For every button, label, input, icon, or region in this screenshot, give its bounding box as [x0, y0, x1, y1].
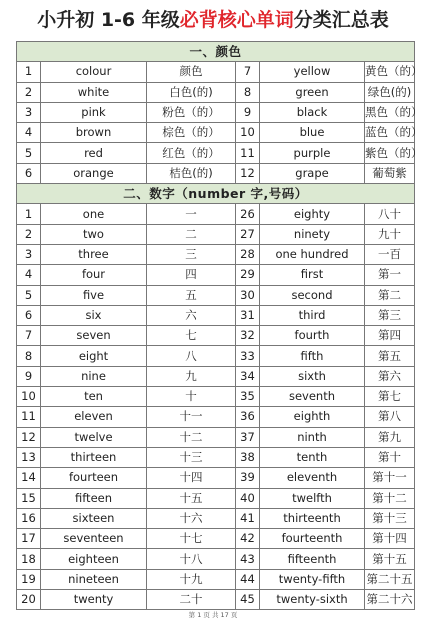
english-word: fourth [260, 326, 365, 346]
row-number: 42 [236, 529, 260, 549]
chinese-meaning: 七 [147, 326, 236, 346]
chinese-meaning: 十五 [147, 488, 236, 508]
chinese-meaning: 第十二 [365, 488, 415, 508]
chinese-meaning: 红色（的） [147, 143, 236, 163]
table-row [17, 62, 415, 82]
table-row [17, 163, 415, 183]
chinese-meaning: 五 [147, 285, 236, 305]
english-word: third [260, 305, 365, 325]
table-row [17, 305, 415, 325]
row-number: 1 [17, 204, 41, 224]
table-row [17, 326, 415, 346]
table-row [17, 82, 415, 102]
row-number: 10 [17, 387, 41, 407]
row-number: 29 [236, 265, 260, 285]
row-number: 31 [236, 305, 260, 325]
table-row [17, 549, 415, 569]
chinese-meaning: 三 [147, 244, 236, 264]
table-row [17, 143, 415, 163]
chinese-meaning: 九十 [365, 224, 415, 244]
row-number: 7 [17, 326, 41, 346]
english-word: seven [41, 326, 147, 346]
table-row [17, 569, 415, 589]
english-word: fifteen [41, 488, 147, 508]
table-row [17, 529, 415, 549]
table-row [17, 102, 415, 122]
chinese-meaning: 第十四 [365, 529, 415, 549]
english-word: eight [41, 346, 147, 366]
row-number: 26 [236, 204, 260, 224]
row-number: 4 [17, 265, 41, 285]
chinese-meaning: 八十 [365, 204, 415, 224]
row-number: 2 [17, 82, 41, 102]
english-word: thirteenth [260, 508, 365, 528]
english-word: fifteenth [260, 549, 365, 569]
page-footer: 第 1 页 共 17 页 [188, 611, 238, 619]
english-word: white [41, 82, 147, 102]
english-word: five [41, 285, 147, 305]
row-number: 45 [236, 590, 260, 610]
row-number: 41 [236, 508, 260, 528]
english-word: three [41, 244, 147, 264]
row-number: 9 [17, 366, 41, 386]
section-header-row [17, 184, 415, 204]
row-number: 28 [236, 244, 260, 264]
chinese-meaning: 十 [147, 387, 236, 407]
english-word: twelfth [260, 488, 365, 508]
chinese-meaning: 十六 [147, 508, 236, 528]
title-prefix: 小升初 1-6 年级 [37, 8, 180, 31]
english-word: twelve [41, 427, 147, 447]
english-word: black [260, 102, 365, 122]
chinese-meaning: 第八 [365, 407, 415, 427]
table-row [17, 123, 415, 143]
english-word: red [41, 143, 147, 163]
row-number: 10 [236, 123, 260, 143]
row-number: 35 [236, 387, 260, 407]
english-word: green [260, 82, 365, 102]
row-number: 32 [236, 326, 260, 346]
table-row [17, 224, 415, 244]
chinese-meaning: 十四 [147, 468, 236, 488]
english-word: tenth [260, 447, 365, 467]
english-word: grape [260, 163, 365, 183]
english-word: brown [41, 123, 147, 143]
table-row [17, 427, 415, 447]
chinese-meaning: 二 [147, 224, 236, 244]
english-word: seventeen [41, 529, 147, 549]
chinese-meaning: 十一 [147, 407, 236, 427]
english-word: ninety [260, 224, 365, 244]
table-row [17, 508, 415, 528]
row-number: 7 [236, 62, 260, 82]
row-number: 13 [17, 447, 41, 467]
english-word: one hundred [260, 244, 365, 264]
row-number: 38 [236, 447, 260, 467]
row-number: 3 [17, 102, 41, 122]
row-number: 40 [236, 488, 260, 508]
row-number: 12 [17, 427, 41, 447]
section-title: 一、颜色 [17, 42, 415, 62]
english-word: two [41, 224, 147, 244]
chinese-meaning: 十三 [147, 447, 236, 467]
chinese-meaning: 第十五 [365, 549, 415, 569]
english-word: ten [41, 387, 147, 407]
chinese-meaning: 第十一 [365, 468, 415, 488]
row-number: 2 [17, 224, 41, 244]
english-word: orange [41, 163, 147, 183]
row-number: 9 [236, 102, 260, 122]
english-word: twenty-fifth [260, 569, 365, 589]
row-number: 37 [236, 427, 260, 447]
chinese-meaning: 第五 [365, 346, 415, 366]
english-word: purple [260, 143, 365, 163]
chinese-meaning: 第二十五 [365, 569, 415, 589]
row-number: 19 [17, 569, 41, 589]
row-number: 3 [17, 244, 41, 264]
english-word: eighth [260, 407, 365, 427]
chinese-meaning: 葡萄紫 [365, 163, 415, 183]
row-number: 11 [17, 407, 41, 427]
row-number: 5 [17, 143, 41, 163]
chinese-meaning: 第四 [365, 326, 415, 346]
english-word: eleventh [260, 468, 365, 488]
table-row [17, 468, 415, 488]
row-number: 6 [17, 305, 41, 325]
row-number: 33 [236, 346, 260, 366]
english-word: four [41, 265, 147, 285]
english-word: pink [41, 102, 147, 122]
english-word: fourteenth [260, 529, 365, 549]
table-row [17, 447, 415, 467]
chinese-meaning: 第十三 [365, 508, 415, 528]
english-word: fourteen [41, 468, 147, 488]
row-number: 44 [236, 569, 260, 589]
english-word: yellow [260, 62, 365, 82]
vocab-table [16, 41, 423, 610]
chinese-meaning: 桔色(的) [147, 163, 236, 183]
table-row [17, 407, 415, 427]
english-word: eighteen [41, 549, 147, 569]
table-row [17, 285, 415, 305]
row-number: 39 [236, 468, 260, 488]
table-row [17, 346, 415, 366]
english-word: nineteen [41, 569, 147, 589]
english-word: blue [260, 123, 365, 143]
table-row [17, 244, 415, 264]
english-word: twenty [41, 590, 147, 610]
row-number: 11 [236, 143, 260, 163]
english-word: seventh [260, 387, 365, 407]
page-title [0, 0, 426, 36]
chinese-meaning: 蓝色（的） [365, 123, 415, 143]
chinese-meaning: 六 [147, 305, 236, 325]
row-number: 17 [17, 529, 41, 549]
english-word: six [41, 305, 147, 325]
chinese-meaning: 十九 [147, 569, 236, 589]
chinese-meaning: 八 [147, 346, 236, 366]
english-word: twenty-sixth [260, 590, 365, 610]
row-number: 6 [17, 163, 41, 183]
row-number: 8 [17, 346, 41, 366]
row-number: 34 [236, 366, 260, 386]
chinese-meaning: 第一 [365, 265, 415, 285]
english-word: ninth [260, 427, 365, 447]
row-number: 27 [236, 224, 260, 244]
english-word: colour [41, 62, 147, 82]
table-row [17, 488, 415, 508]
row-number: 20 [17, 590, 41, 610]
chinese-meaning: 颜色 [147, 62, 236, 82]
row-number: 16 [17, 508, 41, 528]
chinese-meaning: 紫色（的） [365, 143, 415, 163]
table-row [17, 590, 415, 610]
section-title: 二、数字（number 字,号码） [17, 184, 415, 204]
row-number: 30 [236, 285, 260, 305]
chinese-meaning: 黑色（的） [365, 102, 415, 122]
english-word: eighty [260, 204, 365, 224]
chinese-meaning: 第七 [365, 387, 415, 407]
title-highlight: 必背核心单词 [179, 8, 294, 31]
chinese-meaning: 四 [147, 265, 236, 285]
english-word: eleven [41, 407, 147, 427]
english-word: one [41, 204, 147, 224]
english-word: second [260, 285, 365, 305]
table-row [17, 265, 415, 285]
table-row [17, 387, 415, 407]
english-word: fifth [260, 346, 365, 366]
english-word: sixth [260, 366, 365, 386]
chinese-meaning: 黄色（的） [365, 62, 415, 82]
english-word: nine [41, 366, 147, 386]
chinese-meaning: 二十 [147, 590, 236, 610]
chinese-meaning: 第二十六 [365, 590, 415, 610]
chinese-meaning: 棕色（的） [147, 123, 236, 143]
chinese-meaning: 第三 [365, 305, 415, 325]
chinese-meaning: 第十 [365, 447, 415, 467]
chinese-meaning: 十二 [147, 427, 236, 447]
row-number: 36 [236, 407, 260, 427]
chinese-meaning: 一 [147, 204, 236, 224]
row-number: 43 [236, 549, 260, 569]
row-number: 5 [17, 285, 41, 305]
row-number: 18 [17, 549, 41, 569]
row-number: 12 [236, 163, 260, 183]
row-number: 1 [17, 62, 41, 82]
chinese-meaning: 粉色（的） [147, 102, 236, 122]
table-row [17, 204, 415, 224]
row-number: 15 [17, 488, 41, 508]
table-row [17, 366, 415, 386]
english-word: first [260, 265, 365, 285]
english-word: thirteen [41, 447, 147, 467]
row-number: 14 [17, 468, 41, 488]
chinese-meaning: 一百 [365, 244, 415, 264]
chinese-meaning: 第九 [365, 427, 415, 447]
chinese-meaning: 白色(的) [147, 82, 236, 102]
section-header-row [17, 42, 415, 62]
row-number: 4 [17, 123, 41, 143]
english-word: sixteen [41, 508, 147, 528]
chinese-meaning: 第六 [365, 366, 415, 386]
chinese-meaning: 第二 [365, 285, 415, 305]
chinese-meaning: 九 [147, 366, 236, 386]
chinese-meaning: 十八 [147, 549, 236, 569]
chinese-meaning: 绿色(的) [365, 82, 415, 102]
title-suffix: 分类汇总表 [293, 8, 389, 31]
chinese-meaning: 十七 [147, 529, 236, 549]
row-number: 8 [236, 82, 260, 102]
